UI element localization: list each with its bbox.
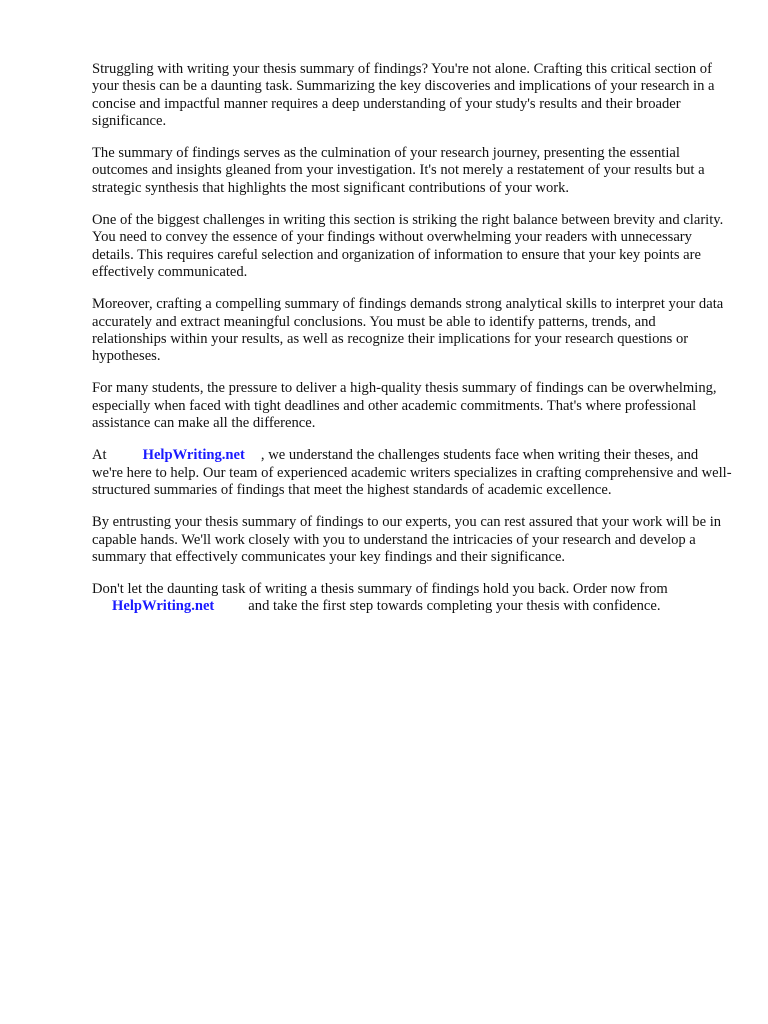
paragraph-culmination: The summary of findings serves as the culmination of your research journey, presenting the essential outcomes and insights gleaned from your investigation. It's not merely a restatement of your results but a strategic synthesis that highlights the most significant contributions of your work. [92,145,705,196]
paragraph-challenges: One of the biggest challenges in writing this section is striking the right balance between brevity and clarity. You need to convey the essence of your findings without overwhelming your readers with unnecessary details. This requires careful selection and organization of information to ensure that your key points are effectively communicated. [92,212,724,280]
paragraph-intro: Struggling with writing your thesis summary of findings? You're not alone. Crafting this critical section of your thesis can be a daunting task. Summarizing the key discoveries and implications of your research in a concise and impactful manner requires a deep understanding of your study's results and their broader significance. [92,61,715,129]
paragraph-pressure: For many students, the pressure to deliver a high-quality thesis summary of findings can be overwhelming, especially when faced with tight deadlines and other academic commitments. That's where professional assistance can make all the difference. [92,380,717,432]
paragraph-final-prefix: Don't let the daunting task of writing a thesis summary of findings hold you back. Order now from [92,581,668,598]
paragraph-final-cta [92,581,732,616]
paragraph-final-suffix: and take the first step towards completing your thesis with confidence. [248,598,661,615]
paragraph-trust: By entrusting your thesis summary of findings to our experts, you can rest assured that your work will be in capable hands. We'll work closely with you to understand the intricacies of your research and develop a summary that effectively communicates your key findings and their significance. [92,514,722,565]
paragraph-at-suffix: , we understand the challenges students face when writing their theses, and we're here to help. Our team of experienced academic writers specializes in crafting comprehensive and well-structured summaries of findings that meet the highest standards of academic excellence. [92,447,732,498]
document-body [92,61,732,631]
paragraph-at-prefix: At [92,447,107,464]
helpwriting-link-final[interactable]: HelpWriting.net [112,598,215,615]
paragraph-helpwriting-intro [92,447,732,499]
paragraph-analytical-skills: Moreover, crafting a compelling summary of findings demands strong analytical skills to interpret your data accurately and extract meaningful conclusions. You must be able to identify patterns, trends, and relationships within your results, as well as recognize their implications for your research questions or hypotheses. [92,296,724,365]
helpwriting-link[interactable]: HelpWriting.net [142,447,245,464]
